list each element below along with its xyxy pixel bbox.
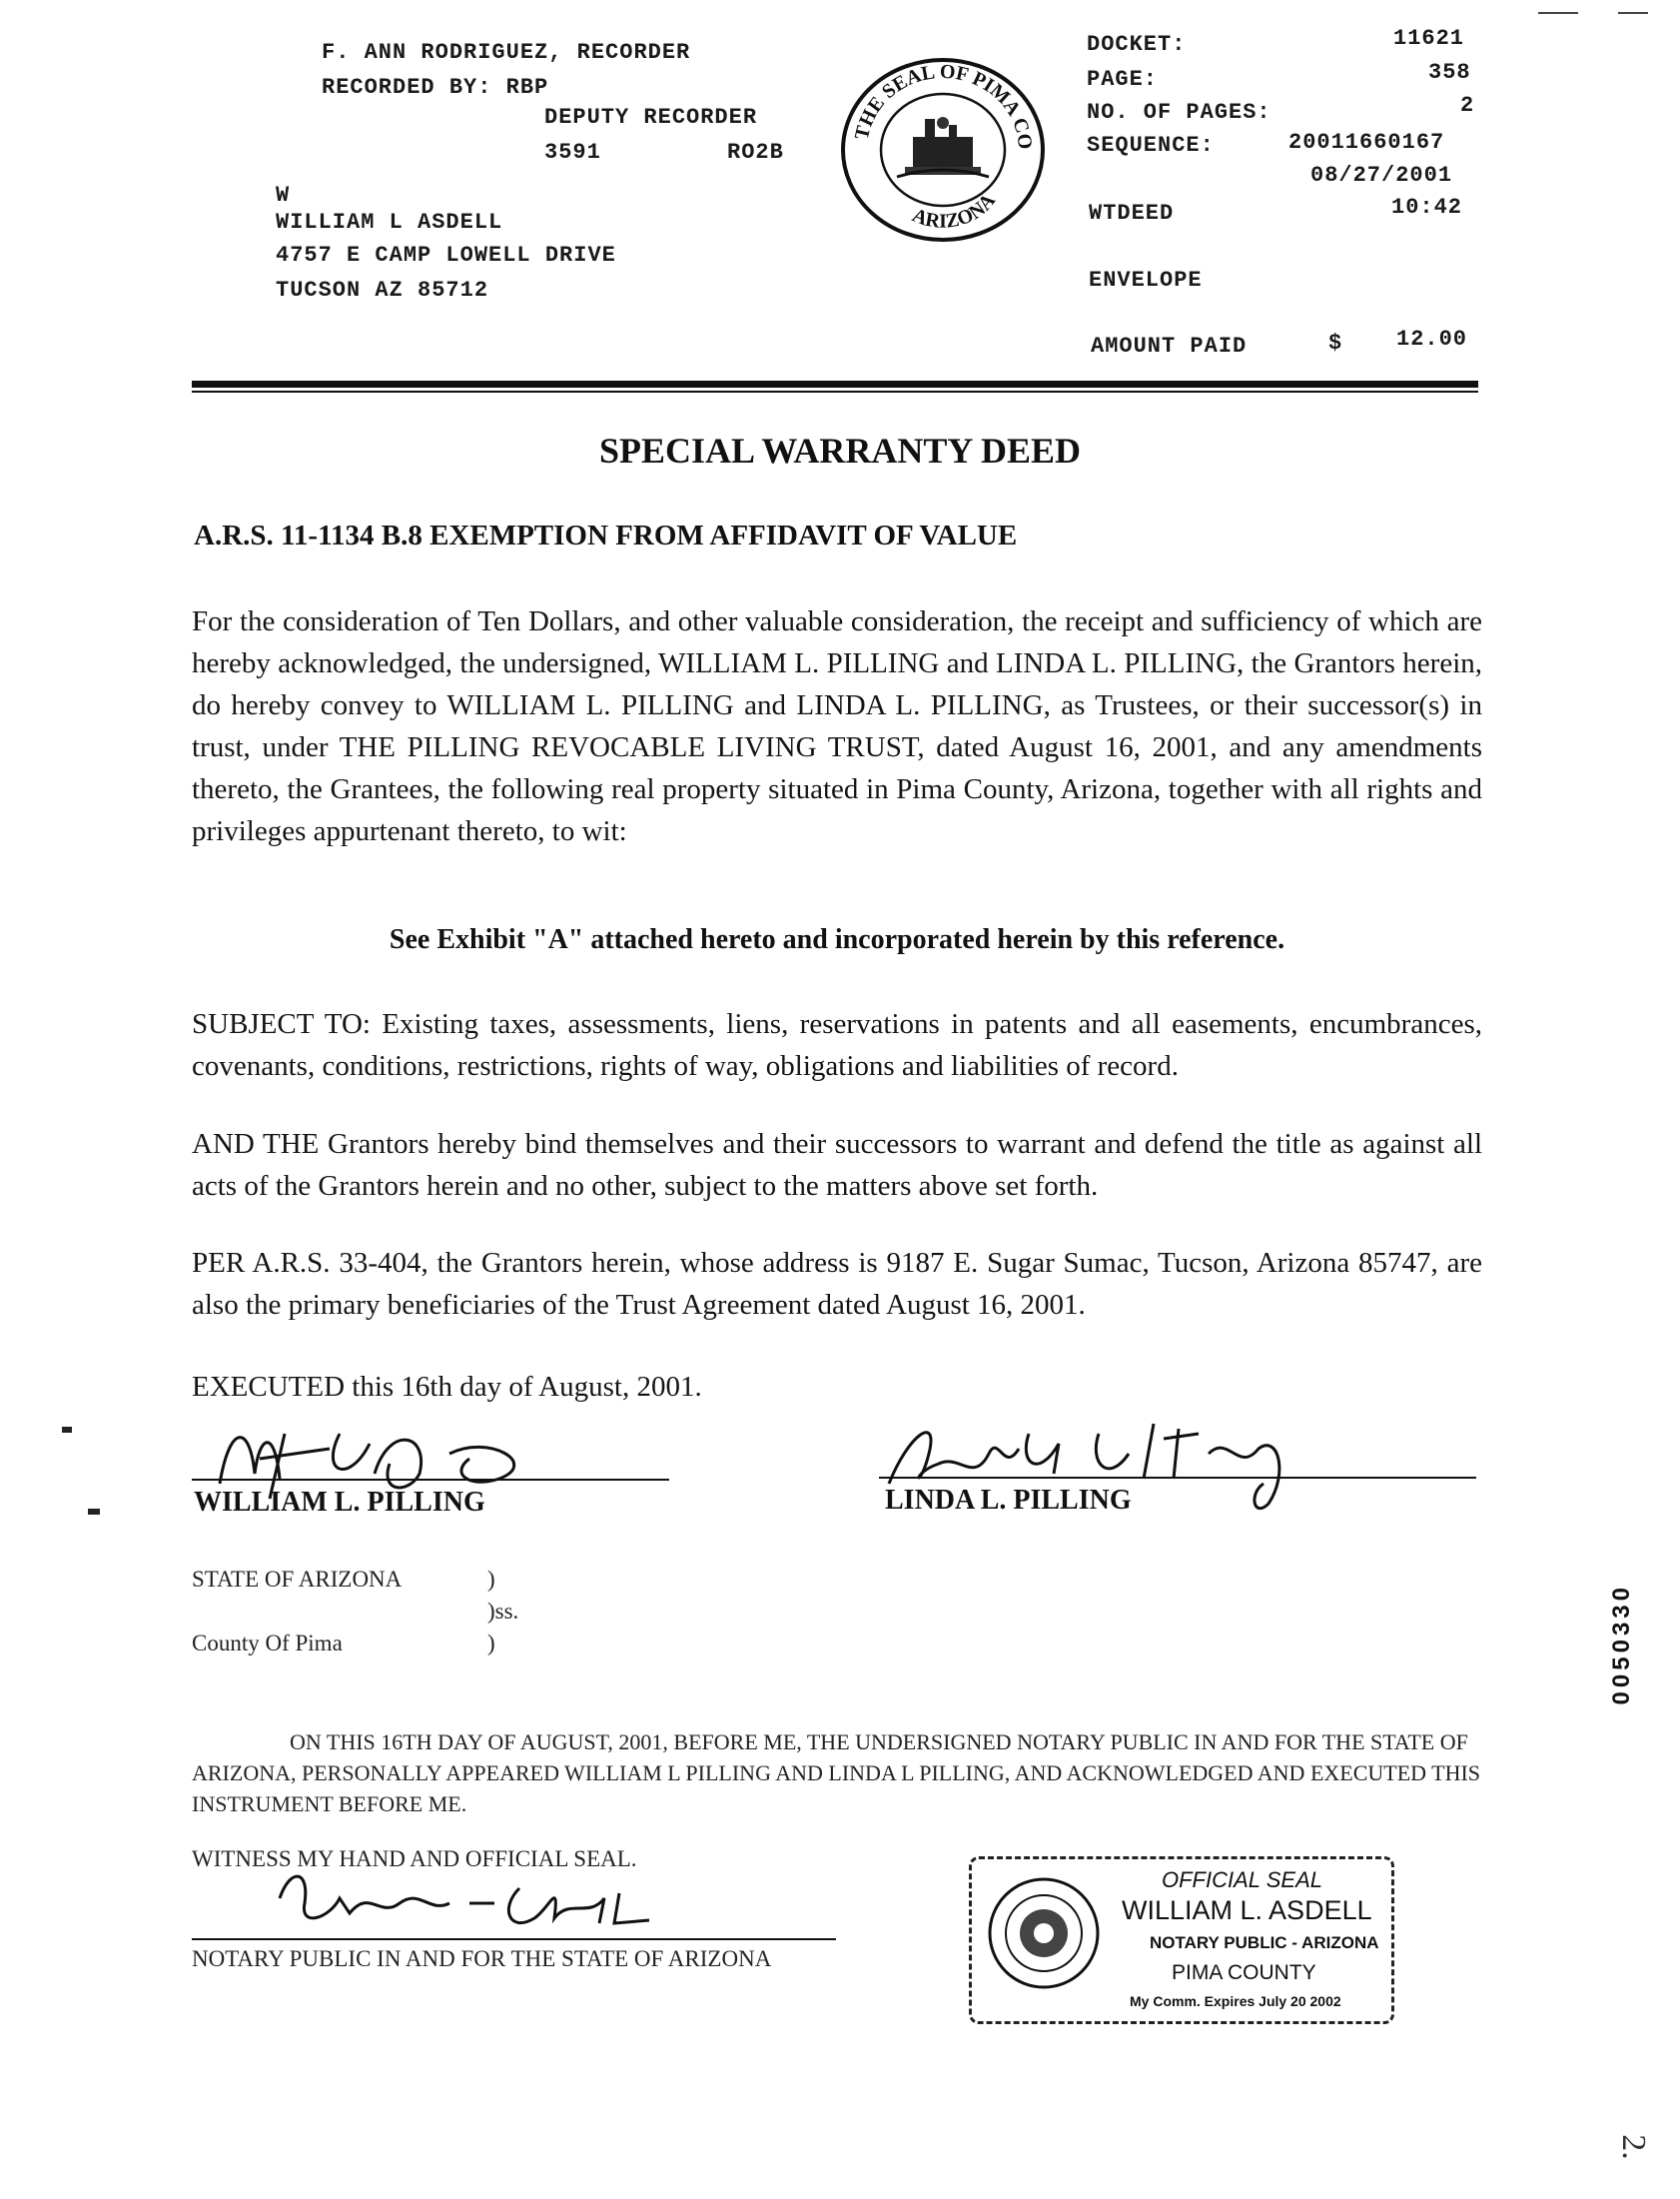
stamp-line-notary: NOTARY PUBLIC - ARIZONA: [1150, 1933, 1379, 1952]
stamp-line-official: OFFICIAL SEAL: [1162, 1867, 1322, 1892]
stamp-line-expiry: My Comm. Expires July 20 2002: [1130, 1993, 1341, 2009]
consideration-paragraph: For the consideration of Ten Dollars, and other valuable consideration, the receipt and sufficiency of which are hereby acknowledged, the undersigned, WILLIAM L. PILLING and LINDA L. PILLING, the Grantors herein, do hereby convey to WILLIAM L. PILLING and LINDA L. PILLING, as Trustees, or their successor(s) in trust, under THE PILLING REVOCABLE LIVING TRUST, dated August 16, 2001, and any amendments thereto, the Grantees, the following real property situated in Pima County, Arizona, together with all rights and privileges appurtenant thereto, to wit:: [192, 605, 1482, 847]
recorded-by: RECORDED BY: RBP: [322, 75, 549, 100]
exemption-heading: A.R.S. 11-1134 B.8 EXEMPTION FROM AFFIDAVIT OF VALUE: [194, 520, 1018, 551]
deputy-recorder: DEPUTY RECORDER: [544, 105, 758, 130]
docket-value: 11621: [1393, 26, 1465, 51]
notary-signature-line: [192, 1938, 836, 1940]
notary-signature: [270, 1858, 689, 1938]
per-ars-paragraph: PER A.R.S. 33-404, the Grantors herein, whose address is 9187 E. Sugar Sumac, Tucson, Arizona 85747, are also the primary beneficiaries of the Trust Agreement dated August 16, 2001.: [192, 1247, 1482, 1321]
state-paren: ): [487, 1567, 495, 1592]
notary-caption: NOTARY PUBLIC IN AND FOR THE STATE OF ARIZONA: [192, 1946, 772, 1971]
ss-label: )ss.: [487, 1599, 519, 1624]
page-mark: 2.: [1614, 2134, 1652, 2160]
return-marker: W: [276, 183, 291, 208]
time-value: 10:42: [1391, 195, 1463, 220]
acknowledgment-paragraph: ON THIS 16TH DAY OF AUGUST, 2001, BEFORE ME, THE UNDERSIGNED NOTARY PUBLIC IN AND FOR THE STATE OF ARIZONA, PERSONALLY APPEARED WILLIAM L PILLING AND LINDA L PILLING, AND ACKNOWLEDGED AND EXECUTED THIS INSTRUMENT BEFORE ME.: [192, 1729, 1481, 1816]
recorder-name: F. ANN RODRIGUEZ, RECORDER: [322, 40, 691, 65]
grantor2-name: LINDA L. PILLING: [885, 1485, 1132, 1516]
margin-bullet-1: [62, 1427, 72, 1433]
type-label: WTDEED: [1089, 201, 1175, 226]
amount-value: 12.00: [1396, 327, 1468, 352]
county-seal: [837, 55, 1049, 245]
date-value: 08/27/2001: [1310, 163, 1453, 188]
margin-bullet-2: [88, 1509, 100, 1515]
page-label: PAGE:: [1087, 67, 1159, 92]
notary-stamp: [969, 1856, 1394, 2024]
seal-text-bottom: ARIZONA: [909, 189, 1001, 233]
seal-text-top: THE SEAL OF PIMA CO: [850, 60, 1037, 151]
amount-label: AMOUNT PAID: [1091, 334, 1248, 359]
header-rule: [192, 381, 1478, 388]
svg-text:THE SEAL OF PIMA COUNTY: [837, 55, 1036, 151]
margin-dash-top: [1538, 12, 1578, 14]
envelope-label: ENVELOPE: [1089, 268, 1203, 293]
docket-label: DOCKET:: [1087, 32, 1187, 57]
stamp-line-county: PIMA COUNTY: [1172, 1961, 1316, 1984]
county-paren: ): [487, 1631, 495, 1655]
subject-to-paragraph: SUBJECT TO: Existing taxes, assessments, liens, reservations in patents and all easements, encumbrances, covenants, conditions, restrictions, rights of way, obligations and liabilities of record.: [192, 1008, 1482, 1082]
notary-seal-icon: [986, 1875, 1102, 1991]
sequence-value: 20011660167: [1288, 130, 1445, 155]
stamp-line-name: WILLIAM L. ASDELL: [1122, 1895, 1372, 1925]
margin-document-number: 0050330: [1608, 1584, 1635, 1705]
grantor1-name: WILLIAM L. PILLING: [194, 1487, 485, 1518]
margin-dash-top-right: [1618, 12, 1648, 14]
executed-line: EXECUTED this 16th day of August, 2001.: [192, 1371, 702, 1403]
currency-symbol: $: [1328, 331, 1343, 356]
pages-label: NO. OF PAGES:: [1087, 100, 1271, 125]
warranty-paragraph: AND THE Grantors hereby bind themselves and their successors to warrant and defend the title as against all acts of the Grantors herein and no other, subject to the matters above set forth.: [192, 1128, 1482, 1202]
return-name: WILLIAM L ASDELL: [276, 210, 503, 235]
witness-line: WITNESS MY HAND AND OFFICIAL SEAL.: [192, 1846, 637, 1871]
return-street: 4757 E CAMP LOWELL DRIVE: [276, 243, 616, 268]
grantor1-signature-line: [192, 1479, 669, 1481]
exhibit-reference: See Exhibit "A" attached hereto and incorporated herein by this reference.: [389, 924, 1285, 955]
header-rule-thin: [192, 391, 1478, 393]
pages-value: 2: [1460, 93, 1475, 118]
county-label: County Of Pima: [192, 1631, 343, 1655]
return-city: TUCSON AZ 85712: [276, 278, 489, 303]
sequence-label: SEQUENCE:: [1087, 133, 1215, 158]
page-value: 358: [1428, 60, 1471, 85]
svg-text:ARIZONA: [909, 189, 1000, 233]
county-seal-graphic: [837, 55, 1049, 245]
document-title: SPECIAL WARRANTY DEED: [598, 431, 1082, 471]
grantor2-signature-line: [879, 1477, 1476, 1479]
recorder-code-left: 3591: [544, 140, 601, 165]
state-label: STATE OF ARIZONA: [192, 1567, 403, 1592]
recorder-code-right: RO2B: [727, 140, 784, 165]
